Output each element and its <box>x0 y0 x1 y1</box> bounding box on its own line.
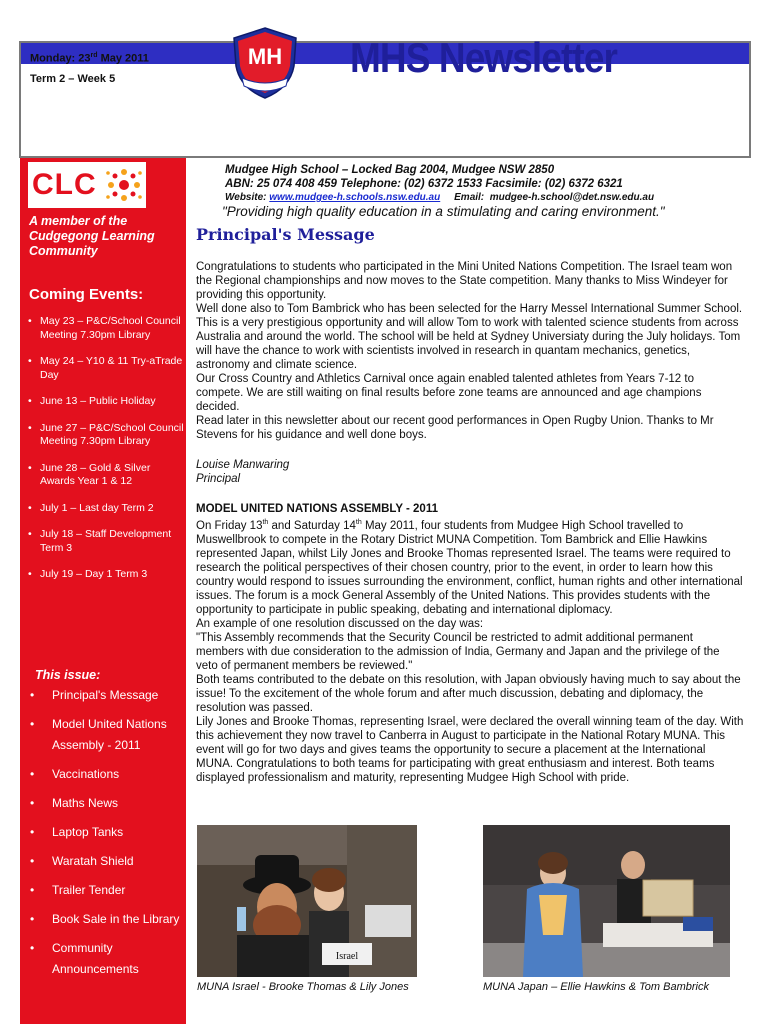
principal-paragraph: Well done also to Tom Bambrick who has been selected for the Harry Messel International Summer School. This is a very prestigious opportunity and will allow Tom to work with talented science students from across Australia and around the world. The school will be held at Sydney Universiaty during the July holidays. Tom will have the chance to work with scientists involved in research in quantam mechanics, genetics, astronomy and climate science. <box>196 303 743 371</box>
principal-paragraph: Congratulations to students who participated in the Mini United Nations Competition. The Israel team won the Regional championships and now moves to the State competition. Many thanks to Miss Windeyer for providing this opportunity. <box>196 261 733 301</box>
school-crest-logo <box>230 26 300 100</box>
event-item: • June 27 – P&C/School Council Meeting 7.30pm Library <box>28 422 184 449</box>
muna-paragraph: Lily Jones and Brooke Thomas, representing Israel, were declared the overall winning team of the day. With this achievement they now travel to Canberra in August to participate in the National Rotary MUNA. This event will go for two days and gives teams the opportunity to secure a placement at the International MUNA. Congratulations to both teams for participating with great enthusiasm and interest. Both teams displayed professionalism and maturity, representing Mudgee High School with pride. <box>196 715 744 784</box>
issue-item: • Laptop Tanks <box>30 822 186 843</box>
event-item: • July 19 – Day 1 Term 3 <box>28 568 184 582</box>
photo-caption-israel: MUNA Israel - Brooke Thomas & Lily Jones <box>197 981 409 993</box>
muna-paragraph: An example of one resolution discussed on the day was: <box>196 617 484 630</box>
issue-item: • Trailer Tender <box>30 880 186 901</box>
principal-paragraph: Read later in this newsletter about our recent good performances in Open Rugby Union. Thanks to Mr Stevens for his guidance and well done boys. <box>196 415 714 441</box>
muna-israel-photo <box>197 825 417 977</box>
clc-logo <box>28 162 146 208</box>
clc-dots-icon <box>104 165 144 205</box>
abn-phone-line: ABN: 25 074 408 459 Telephone: (02) 6372 1533 Facsimile: (02) 6372 6321 <box>225 178 623 190</box>
email-address: mudgee-h.school@det.nsw.edu.au <box>489 192 655 203</box>
svg-text:MH: MH <box>247 44 283 69</box>
issue-item: • Model United Nations Assembly - 2011 <box>30 714 186 756</box>
muna-intro: On Friday 13th and Saturday 14th May 2011, four students from Mudgee High School travelled to Muswellbrook to compete in the Rotary District MUNA Competition. Tom Bambrick and Ellie Hawkins represented Japan, whilst Lily Jones and Brooke Thomas represented Israel. The teams were required to research the political perspectives of their chosen country, prior to the event, in order to learn how this country would respond to issues surrounding the environment, conflict, human rights and other international issues. The forum is a mock General Assembly of the United Nations. This provides students with the opportunity to participate in public speaking, debating and international diplomacy. <box>196 519 743 616</box>
issue-item: • Community Announcements <box>30 938 186 980</box>
principal-role: Principal <box>196 473 241 485</box>
term-week: Term 2 – Week 5 <box>30 73 116 85</box>
event-item: • May 24 – Y10 & 11 Try-aTrade Day <box>28 355 184 382</box>
muna-japan-photo <box>483 825 730 977</box>
principal-signature <box>196 458 744 486</box>
issue-date: Monday: 23rd May 2011 <box>30 52 149 65</box>
clc-logo-text: CLC <box>32 168 97 201</box>
event-item: • July 18 – Staff Development Term 3 <box>28 528 184 555</box>
this-issue-heading: This issue: <box>35 668 101 682</box>
issue-item: • Book Sale in the Library <box>30 909 186 930</box>
muna-paragraph: "This Assembly recommends that the Security Council be restricted to admit additional permanent members with due consideration to the admission of India, Germany and Japan and the privilege of the veto of permanent members be reviewed." <box>196 631 720 672</box>
israel-placard-text: Israel <box>335 951 359 962</box>
principal-name: Louise Manwaring <box>196 459 290 471</box>
principal-paragraph: Our Cross Country and Athletics Carnival once again enabled talented athletes from Years 7-12 to compete. We are still waiting on final results before zone teams are announced and age champions decided. <box>196 373 702 413</box>
issue-item: • Vaccinations <box>30 764 186 785</box>
issue-item: • Maths News <box>30 793 186 814</box>
sidebar <box>20 158 186 1024</box>
event-item: • July 1 – Last day Term 2 <box>28 502 184 516</box>
event-item: • June 13 – Public Holiday <box>28 395 184 409</box>
issue-item: • Principal's Message <box>30 685 186 706</box>
address-line: Mudgee High School – Locked Bag 2004, Mudgee NSW 2850 <box>225 164 555 176</box>
main-content <box>196 226 744 785</box>
coming-events-heading: Coming Events: <box>29 286 144 303</box>
school-motto: "Providing high quality education in a stimulating and caring environment." <box>222 204 665 219</box>
photo-caption-japan: MUNA Japan – Ellie Hawkins & Tom Bambrick <box>483 981 709 993</box>
web-email-line: Website: www.mudgee-h.schools.nsw.edu.au Email: mudgee-h.school@det.nsw.edu.au <box>225 192 655 203</box>
newsletter-title: MHS Newsletter <box>350 34 618 81</box>
event-item: • June 28 – Gold & Silver Awards Year 1 & 12 <box>28 462 184 489</box>
coming-events-list <box>28 315 184 595</box>
event-item: • May 23 – P&C/School Council Meeting 7.30pm Library <box>28 315 184 342</box>
principal-message-heading: Principal's Message <box>196 225 375 244</box>
member-statement: A member of the Cudgegong Learning Community <box>29 214 155 258</box>
muna-heading: MODEL UNITED NATIONS ASSEMBLY - 2011 <box>196 503 438 515</box>
website-link[interactable]: www.mudgee-h.schools.nsw.edu.au <box>269 192 441 203</box>
issue-item: • Waratah Shield <box>30 851 186 872</box>
this-issue-list <box>30 685 186 988</box>
muna-paragraph: Both teams contributed to the debate on this resolution, with Japan obviously having much to say about the issue! To the excitement of the whole forum and after much discussion, debating and diplomacy, the resolution was passed. <box>196 673 741 714</box>
school-contact <box>225 163 654 205</box>
